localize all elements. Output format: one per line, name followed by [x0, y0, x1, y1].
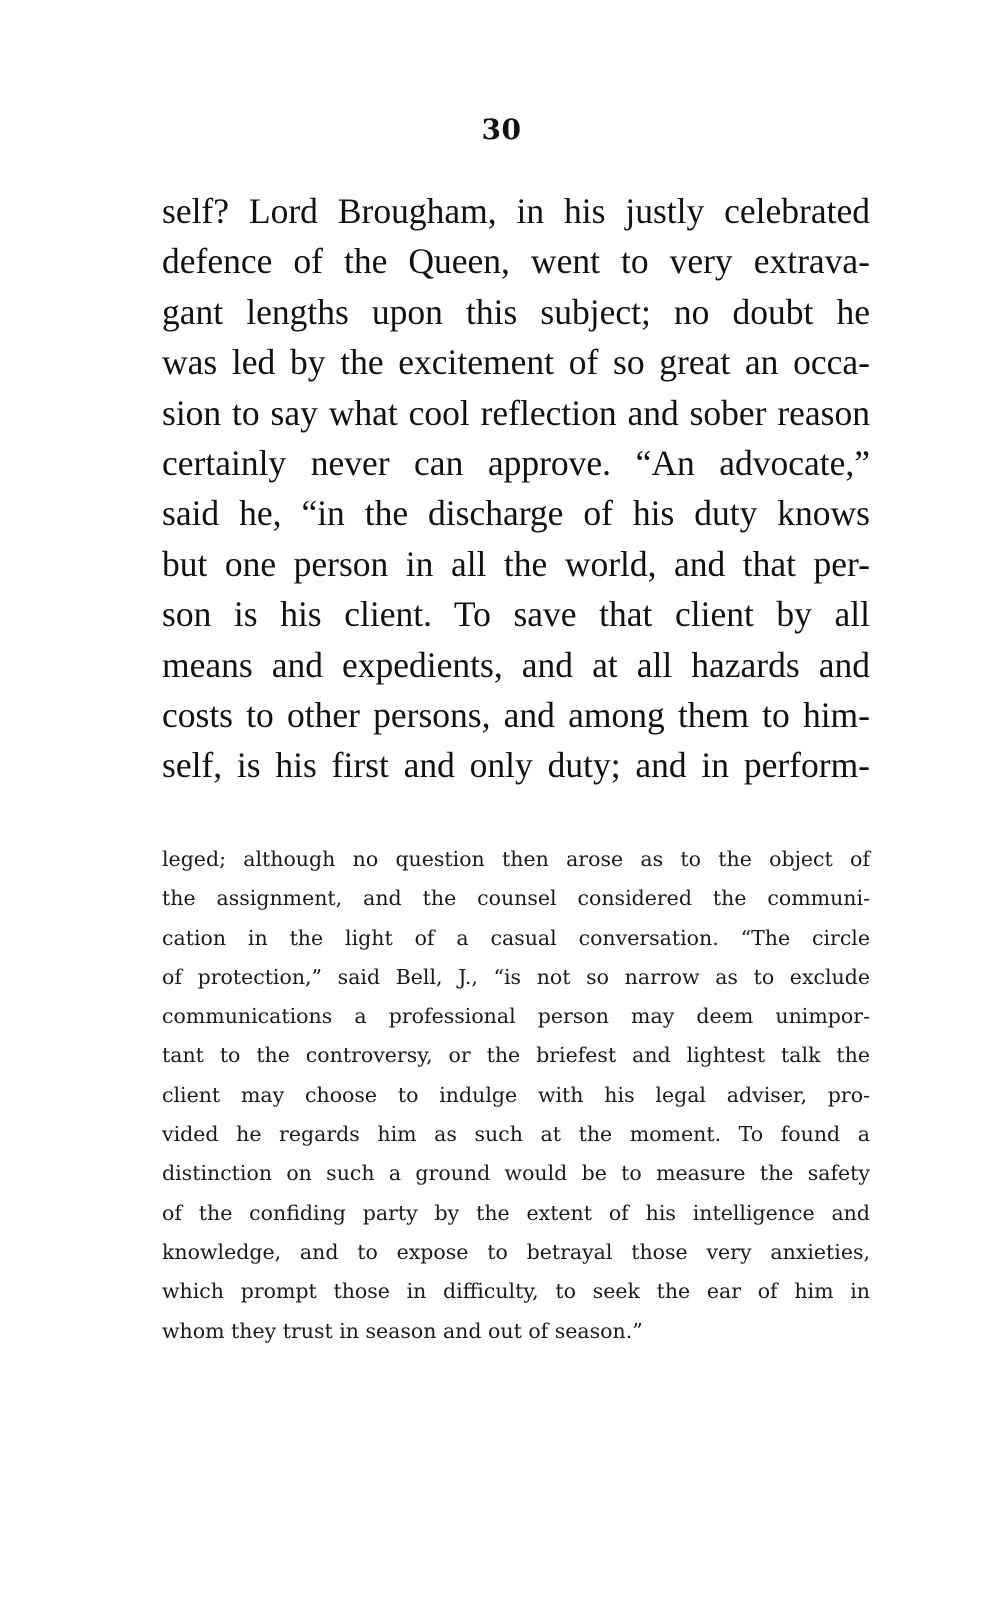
main-text-line: means and expedients, and at all hazards and: [162, 644, 870, 685]
footnote-line: communications a professional person may deem unimpor-: [162, 1004, 870, 1029]
footnote-line: distinction on such a ground would be to measure the safety: [162, 1161, 870, 1186]
footnote-line: which prompt those in difficulty, to seek the ear of him in: [162, 1279, 870, 1304]
main-text-line: gant lengths upon this subject; no doubt he: [162, 291, 870, 332]
footnote-line: of protection,” said Bell, J., “is not so narrow as to exclude: [162, 964, 870, 989]
main-text-block: [162, 186, 870, 791]
page-number: 30: [481, 113, 522, 146]
main-text-line: said he, “in the discharge of his duty knows: [162, 493, 870, 534]
footnote-line: cation in the light of a casual conversation. “The circle: [162, 925, 870, 950]
footnote-line: the assignment, and the counsel considered the communi-: [162, 886, 870, 911]
footnote-line: vided he regards him as such at the moment. To found a: [162, 1122, 870, 1147]
main-text-line: self? Lord Brougham, in his justly celebrated: [162, 191, 870, 231]
main-text-line: defence of the Queen, went to very extrava-: [162, 241, 870, 282]
main-text-line: but one person in all the world, and that per-: [162, 543, 870, 584]
footnote-line: of the confiding party by the extent of his intelligence and: [162, 1200, 870, 1225]
main-text-line: certainly never can approve. “An advocate,”: [162, 443, 870, 484]
footnote-line: knowledge, and to expose to betrayal those very anxieties,: [162, 1239, 870, 1264]
main-text-line: was led by the excitement of so great an occa-: [162, 342, 870, 383]
footnote-line: whom they trust in season and out of season.”: [162, 1318, 643, 1343]
main-text-line: son is his client. To save that client by all: [162, 594, 870, 635]
main-text-line: costs to other persons, and among them to him-: [162, 695, 870, 736]
footnote-line: tant to the controversy, or the briefest and lightest talk the: [162, 1043, 870, 1068]
main-text-line: self, is his first and only duty; and in perform-: [162, 745, 870, 786]
footnote-block: [162, 840, 870, 1351]
footnote-line: client may choose to indulge with his legal adviser, pro-: [162, 1082, 870, 1107]
main-text-line: sion to say what cool reflection and sober reason: [162, 392, 870, 433]
footnote-line: leged; although no question then arose as to the object of: [162, 847, 870, 871]
